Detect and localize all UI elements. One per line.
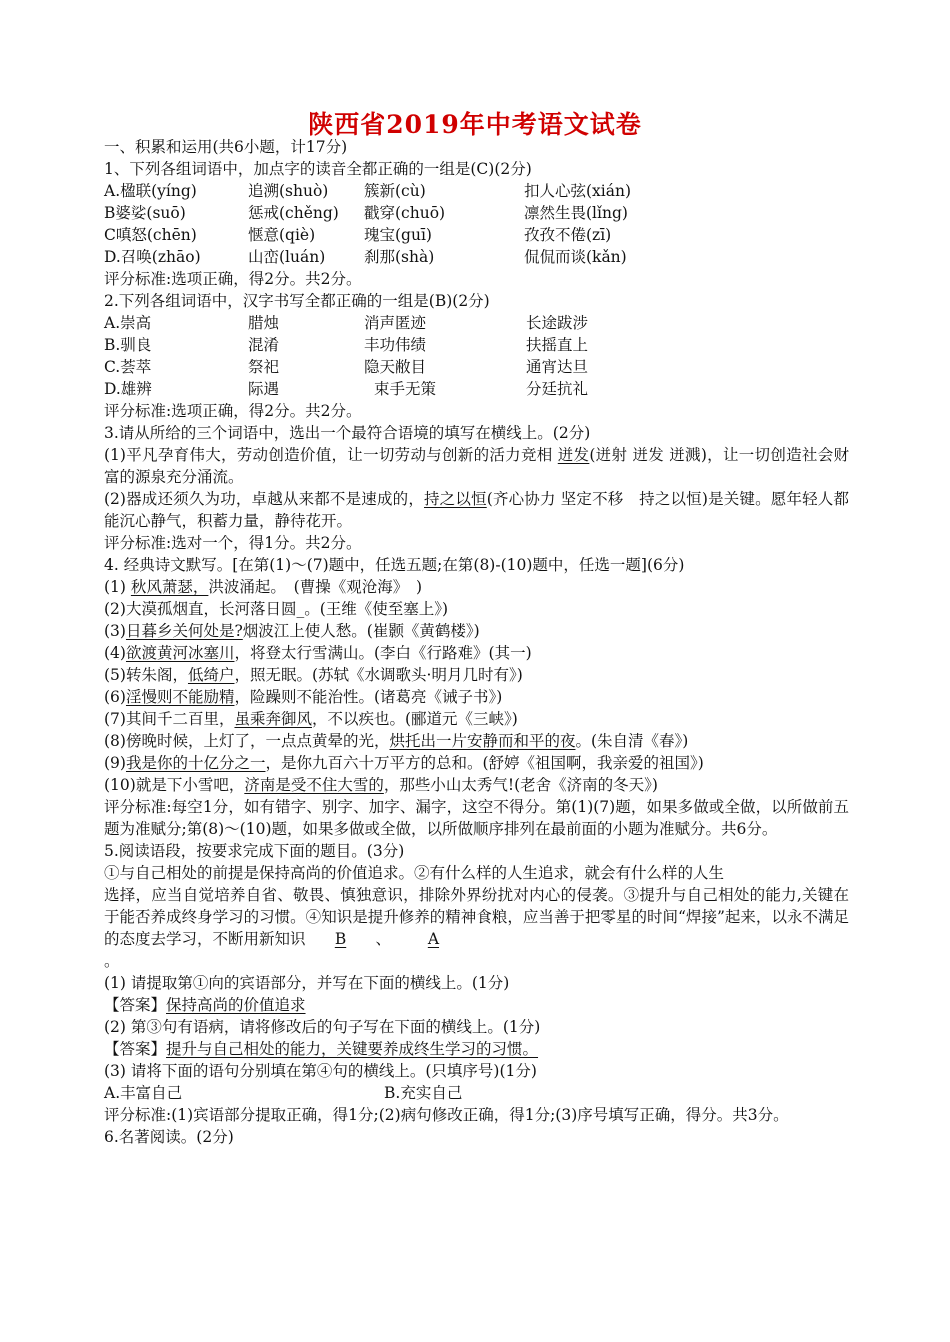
q4-l9-prefix: (9)	[104, 754, 126, 772]
q4-line-8	[104, 730, 849, 752]
q5-answer-1	[104, 994, 849, 1016]
q5-sub-1: (1) 请提取第①向的宾语部分，并写在下面的横线上。(1分)	[104, 974, 510, 992]
answer-tag: 【答案】	[104, 1040, 167, 1058]
q4-l10-answer: 济南是受不住大雪的	[244, 776, 384, 794]
q4-l5-prefix: (5)转朱阁，	[104, 666, 188, 684]
exam-body	[104, 136, 849, 1148]
question-3-stem: 3.请从所给的三个词语中，选出一个最符合语境的填写在横线上。(2分)	[104, 424, 591, 442]
q1-c-4: 孜孜不倦(zī)	[524, 226, 612, 244]
q5-option-a: A.丰富自己	[104, 1084, 183, 1102]
q2-b-2: 混淆	[248, 336, 280, 354]
q2-c-4: 通宵达旦	[526, 358, 589, 376]
q4-l6-rest: ，险躁则不能治性。(诸葛亮《诫子书》)	[234, 688, 503, 706]
q4-l6-prefix: (6)	[104, 688, 126, 706]
q4-line-5	[104, 664, 849, 686]
q2-a-4: 长途跋涉	[526, 314, 589, 332]
q1-b-2: 惩戒(chěng)	[248, 204, 339, 222]
q1-c-2: 惬意(qiè)	[248, 226, 316, 244]
q4-l7-prefix: (7)其间千二百里，	[104, 710, 235, 728]
page-title: 陕西省2019年中考语文试卷	[308, 110, 642, 139]
q5-passage-line-1: ①与自己相处的前提是保持高尚的价值追求。②有什么样的人生追求，就会有什么样的人生	[104, 864, 725, 882]
q5-blank-2: A	[427, 930, 440, 948]
q4-line-3	[104, 620, 849, 642]
q4-l3-prefix: (3)	[104, 622, 126, 640]
q1-option-row	[104, 224, 849, 246]
q4-l1-rest: 洪波涌起。 (曹操《观沧海》 )	[208, 578, 423, 596]
q3-part-2	[104, 488, 849, 532]
q1-d-1: D.召唤(zhāo)	[104, 248, 201, 266]
q5-blank-1: B	[334, 930, 347, 948]
q4-l3-answer: 日暮乡关何处是?	[125, 622, 243, 640]
q1-a-1: A.楹联(yíng)	[104, 182, 197, 200]
q4-l8-answer: 烘托出一片安静而和平的夜	[389, 732, 576, 750]
q3-p1-answer: 迸发	[557, 446, 590, 464]
q4-line-9	[104, 752, 849, 774]
q4-l7-answer: 虽乘奔御风	[234, 710, 312, 728]
question-6-stem: 6.名著阅读。(2分)	[104, 1128, 234, 1146]
q4-l4-answer: 欲渡黄河冰塞川	[125, 644, 235, 662]
q4-line-7	[104, 708, 849, 730]
q2-b-3: 丰功伟绩	[364, 336, 427, 354]
question-4-stem: 4. 经典诗文默写。[在第(1)～(7)题中，任选五题;在第(8)-(10)题中，任选一题](6分)	[104, 556, 685, 574]
q2-option-row	[104, 356, 849, 378]
q1-d-4: 侃侃而谈(kǎn)	[524, 248, 627, 266]
q3-p2-text: (2)器成还须久为功，卓越从来都不是速成的，	[104, 490, 424, 508]
q4-l4-prefix: (4)	[104, 644, 126, 662]
q4-l1-answer: 秋风萧瑟，	[130, 578, 209, 596]
q5-period: 。	[104, 952, 120, 970]
q2-b-1: B.驯良	[104, 336, 152, 354]
q2-option-row	[104, 312, 849, 334]
q2-a-2: 腊烛	[248, 314, 280, 332]
q3-p1-text: (1)平凡孕育伟大，劳动创造价值，让一切劳动与创新的活力竞相	[104, 446, 558, 464]
q5-option-b: B.充实自己	[384, 1084, 463, 1102]
q4-l7-rest: ，不以疾也。(郦道元《三峡》)	[311, 710, 518, 728]
q4-line-10	[104, 774, 849, 796]
q4-l5-rest: ，照无眠。(苏轼《水调歌头·明月几时有》)	[234, 666, 523, 684]
q1-a-2: 追溯(shuò)	[248, 182, 329, 200]
q4-l5-answer: 低绮户	[187, 666, 235, 684]
q5-answer-1-text: 保持高尚的价值追求	[166, 996, 306, 1014]
section-heading: 一、积累和运用(共6小题，计17分)	[104, 138, 348, 156]
q2-option-row	[104, 334, 849, 356]
q2-d-3: 束手无策	[374, 380, 437, 398]
q5-passage-text: 选择，应当自觉培养自省、敬畏、慎独意识，排除外界纷扰对内心的侵袭。③提升与自己相处的能力,关键在于能否养成终身学习的习惯。④知识是提升修养的精神食粮，应当善于把零星的时间“焊接”起来，以永不满足的态度去学习，不断用新知识	[104, 886, 849, 948]
question-5-stem: 5.阅读语段，按要求完成下面的题目。(3分)	[104, 842, 405, 860]
question-2-stem: 2.下列各组词语中，汉字书写全都正确的一组是(B)(2分)	[104, 292, 490, 310]
q2-a-3: 消声匿迹	[364, 314, 427, 332]
q4-line-1	[104, 576, 849, 598]
q2-a-1: A.崇高	[104, 314, 152, 332]
q2-d-1: D.雄辨	[104, 380, 152, 398]
answer-tag: 【答案】	[104, 996, 167, 1014]
question-1-stem: 1、下列各组词语中，加点字的读音全都正确的一组是(C)(2分)	[104, 160, 532, 178]
q1-a-3: 簇新(cù)	[364, 182, 426, 200]
q2-option-row	[104, 378, 849, 400]
q1-b-1: B婆娑(suō)	[104, 204, 186, 222]
q4-l10-rest: ，那些小山太秀气!(老舍《济南的冬天》)	[383, 776, 658, 794]
q1-option-row	[104, 202, 849, 224]
q1-c-3: 瑰宝(guī)	[364, 226, 432, 244]
q5-sub-3: (3) 请将下面的语句分别填在第④句的横线上。(只填序号)(1分)	[104, 1062, 537, 1080]
q1-b-3: 戳穿(chuō)	[364, 204, 446, 222]
q4-l8-prefix: (8)傍晚时候，上灯了，一点点黄晕的光，	[104, 732, 390, 750]
q2-b-4: 扶摇直上	[526, 336, 589, 354]
q3-p2-answer: 持之以恒	[424, 490, 487, 508]
q3-part-1	[104, 444, 849, 488]
q5-answer-2	[104, 1038, 849, 1060]
q4-l9-answer: 我是你的十亿分之一	[125, 754, 266, 772]
q5-sub-2: (2) 第③句有语病，请将修改后的句子写在下面的横线上。(1分)	[104, 1018, 541, 1036]
q5-separator: 、	[375, 930, 392, 948]
q4-l4-rest: ，将登太行雪满山。(李白《行路难》(其一)	[234, 644, 532, 662]
q2-c-1: C.荟萃	[104, 358, 152, 376]
q1-b-4: 凛然生畏(lǐng)	[524, 204, 628, 222]
q1-option-row	[104, 180, 849, 202]
q4-score: 评分标准:每空1分，如有错字、别字、加字、漏字，这空不得分。第(1)(7)题，如果多做或全做，以所做前五题为准赋分;第(8)～(10)题，如果多做或全做，以所做顺序排列在最前面的小题为准赋分。共6分。	[104, 798, 849, 838]
q2-c-2: 祭祀	[248, 358, 280, 376]
q1-d-3: 刹那(shà)	[364, 248, 435, 266]
q1-option-row	[104, 246, 849, 268]
q1-c-1: C嗔怒(chēn)	[104, 226, 197, 244]
q4-line-2: (2)大漠孤烟直，长河落日圆_。(王维《使至塞上》)	[104, 600, 449, 618]
q4-line-6	[104, 686, 849, 708]
q5-options	[104, 1082, 849, 1104]
q2-score: 评分标准:选项正确，得2分。共2分。	[104, 402, 362, 420]
q1-a-4: 扣人心弦(xián)	[524, 182, 632, 200]
q2-d-2: 际遇	[248, 380, 280, 398]
q1-d-2: 山峦(luán)	[248, 248, 326, 266]
q3-score: 评分标准:选对一个，得1分。共2分。	[104, 534, 362, 552]
q4-l3-rest: 烟波江上使人愁。(崔颢《黄鹤楼》)	[242, 622, 480, 640]
q3-p2-rest: (齐心协力 坚定不移 持之以恒)是关键。愿年轻人都能沉心静气，积蓄力量，静待花开。	[104, 490, 849, 530]
q4-line-4	[104, 642, 849, 664]
q4-l10-prefix: (10)就是下小雪吧，	[104, 776, 245, 794]
q5-score: 评分标准:(1)宾语部分提取正确，得1分;(2)病句修改正确，得1分;(3)序号填写正确，得分。共3分。	[104, 1106, 789, 1124]
q4-l1-prefix: (1)	[104, 578, 131, 596]
q4-l8-rest: 。(朱自清《春》)	[575, 732, 689, 750]
q4-l6-answer: 淫慢则不能励精	[125, 688, 235, 706]
q4-l9-rest: ，是你九百六十万平方的总和。(舒婷《祖国啊，我亲爱的祖国》)	[265, 754, 704, 772]
q2-c-3: 隐天敝目	[364, 358, 427, 376]
q1-score: 评分标准:选项正确，得2分。共2分。	[104, 270, 362, 288]
q5-passage	[104, 884, 849, 972]
q5-answer-2-text: 提升与自己相处的能力，关键要养成终生学习的习惯。	[166, 1040, 539, 1058]
q2-d-4: 分廷抗礼	[526, 380, 589, 398]
q3-p1-rest: (迸射 迸发 迸溅)，让一切创造社会财富的源泉充分涌流。	[104, 446, 849, 486]
